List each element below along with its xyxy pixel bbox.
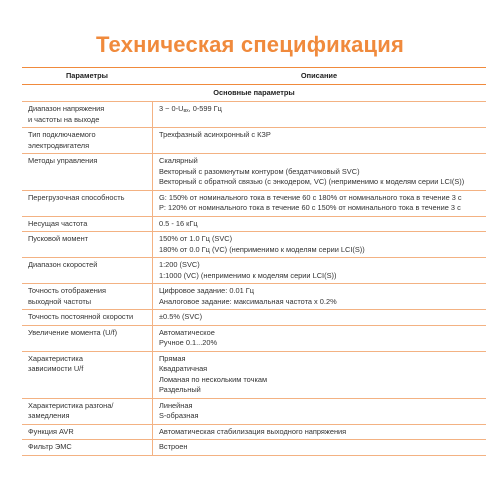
table-row: [22, 310, 486, 326]
desc-text: 0.5 - 16 кГц: [159, 218, 198, 228]
table-header: [22, 67, 486, 85]
desc-text: Векторный с разомкнутым контуром (бездатчиковый SVC): [159, 166, 360, 176]
param-text: Несущая частота: [28, 218, 88, 228]
param-cell: [22, 352, 153, 398]
param-text: Точность отображения: [28, 286, 106, 295]
param-text: Фильтр ЭМС: [28, 442, 72, 451]
desc-text: Ручное 0.1...20%: [159, 338, 218, 347]
param-cell: [22, 128, 153, 153]
desc-text: Векторный с обратной связью (с энкодером, VC) (неприменимо к моделям серии LCI(S)): [159, 177, 465, 186]
desc-text: Цифровое задание: 0.01 Гц: [159, 286, 255, 295]
desc-cell: [153, 310, 486, 325]
param-cell: [22, 258, 153, 283]
page-title: Техническая спецификация: [96, 32, 404, 57]
param-cell: [22, 310, 153, 325]
param-cell: [22, 217, 153, 232]
param-cell: [22, 440, 153, 455]
table-row: [22, 326, 486, 352]
desc-cell: [153, 154, 486, 190]
table-row: [22, 217, 486, 233]
desc-text: Трехфазный асинхронный с КЗР: [159, 130, 271, 139]
section-title: Основные параметры: [22, 85, 486, 102]
spec-table: [22, 67, 486, 456]
param-cell: [22, 154, 153, 190]
desc-text: Автоматическое: [159, 327, 215, 337]
desc-text: 180% от 0.0 Гц (VC) (неприменимо к моделям серии LCI(S)): [159, 244, 365, 254]
desc-cell: [153, 232, 486, 257]
param-cell: [22, 425, 153, 440]
desc-text: Линейная: [159, 400, 193, 410]
table-row: [22, 232, 486, 258]
desc-text: Автоматическая стабилизация выходного напряжения: [159, 426, 347, 436]
desc-cell: [153, 258, 486, 283]
table-row: [22, 258, 486, 284]
param-text: и частоты на выходе: [28, 114, 100, 124]
desc-text: Аналоговое задание: максимальная частота x 0.2%: [159, 296, 337, 306]
table-row: [22, 154, 486, 191]
param-text: выходной частоты: [28, 296, 92, 306]
desc-text: Скалярный: [159, 156, 198, 165]
param-text: Перегрузочная способность: [28, 192, 125, 202]
desc-cell: [153, 102, 486, 127]
table-row: [22, 425, 486, 441]
table-row: [22, 399, 486, 425]
param-cell: [22, 191, 153, 216]
param-text: Пусковой момент: [28, 234, 89, 243]
desc-text: Квадратичная: [159, 364, 208, 373]
desc-text: Встроен: [159, 442, 188, 451]
desc-cell: [153, 440, 486, 455]
param-text: Характеристика разгона/: [28, 400, 114, 410]
param-cell: [22, 399, 153, 424]
param-text: Характеристика: [28, 353, 83, 363]
desc-frequency: , 0-599 Гц: [188, 104, 222, 113]
table-row: [22, 352, 486, 399]
param-text: Методы управления: [28, 156, 98, 165]
table-row: [22, 128, 486, 154]
desc-cell: [153, 399, 486, 424]
param-text: Тип подключаемого: [28, 130, 96, 139]
desc-cell: [153, 284, 486, 309]
desc-cell: [153, 128, 486, 153]
param-text: замедления: [28, 411, 70, 420]
desc-cell: [153, 326, 486, 351]
table-row: [22, 191, 486, 217]
desc-subscript: вх: [183, 108, 189, 114]
desc-text: Прямая: [159, 353, 186, 363]
param-text: Функция AVR: [28, 426, 74, 436]
param-cell: [22, 102, 153, 127]
param-text: электродвигателя: [28, 140, 90, 150]
desc-cell: [153, 425, 486, 440]
header-parameters: Параметры: [66, 70, 108, 80]
param-cell: [22, 326, 153, 351]
desc-cell: [153, 352, 486, 398]
param-text: зависимости U/f: [28, 364, 84, 373]
desc-text: 150% от 1.0 Гц (SVC): [159, 234, 233, 243]
table-row: [22, 102, 486, 128]
param-text: Диапазон скоростей: [28, 260, 98, 269]
param-text: Увеличение момента (U/f): [28, 327, 118, 337]
table-row: [22, 440, 486, 456]
param-text: Диапазон напряжения: [28, 104, 105, 113]
desc-text: 1:1000 (VC) (неприменимо к моделям серии LCI(S)): [159, 270, 337, 280]
desc-text: P: 120% от номинального тока в течение 60 с 150% от номинального тока в течение 3 с: [159, 203, 461, 212]
header-description: Описание: [300, 70, 338, 80]
desc-cell: [153, 217, 486, 232]
param-cell: [22, 284, 153, 309]
table-row: [22, 284, 486, 310]
param-cell: [22, 232, 153, 257]
desc-voltage: 3 ~ 0-U: [159, 104, 184, 113]
desc-text: Раздельный: [159, 385, 201, 394]
desc-text: ±0.5% (SVC): [159, 312, 203, 321]
desc-text: [159, 104, 482, 115]
desc-text: S-образная: [159, 411, 199, 420]
desc-cell: [153, 191, 486, 216]
desc-text: 1:200 (SVC): [159, 260, 200, 269]
desc-text: G: 150% от номинального тока в течение 60 с 180% от номинального тока в течение 3 с: [159, 192, 462, 202]
desc-text: Ломаная по нескольким точкам: [159, 374, 268, 384]
param-text: Точность постоянной скорости: [28, 312, 134, 321]
